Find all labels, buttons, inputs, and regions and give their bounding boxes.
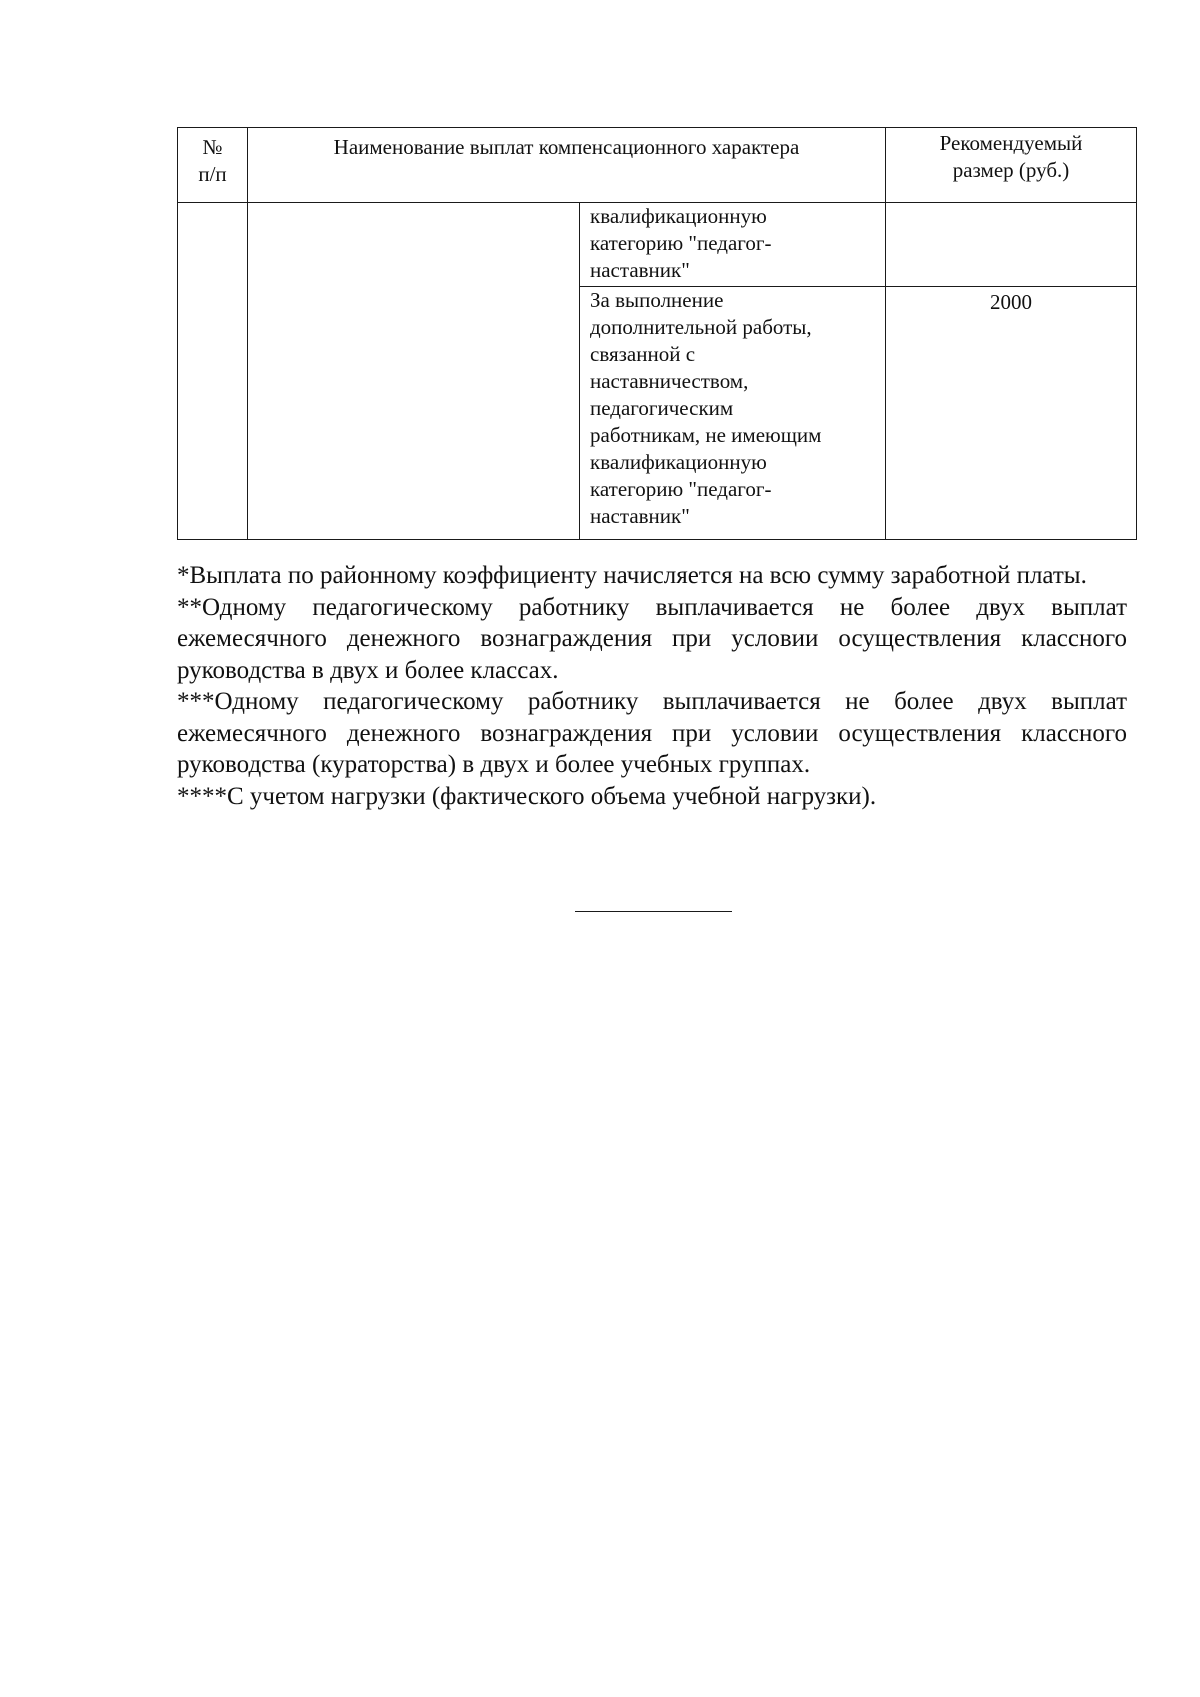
footnote-1: *Выплата по районному коэффициенту начисляется на всю сумму заработной платы. bbox=[177, 562, 1087, 589]
table-header-row bbox=[178, 128, 1137, 203]
row-amount: 2000 bbox=[886, 287, 1137, 540]
footnote-2: **Одному педагогическому работнику выплачивается не более двух выплат ежемесячного денежного вознаграждения при условии осуществления классного руководства в двух и более классах. bbox=[177, 593, 1127, 684]
footnotes bbox=[177, 560, 1127, 812]
compensation-payments-table bbox=[177, 127, 1137, 540]
row-category-cell bbox=[248, 203, 580, 540]
row-payment-text: квалификационную категорию "педагог- наставник" bbox=[580, 203, 886, 287]
footnote-4: ****С учетом нагрузки (фактического объема учебной нагрузки). bbox=[177, 782, 877, 810]
row-number-cell bbox=[178, 203, 248, 540]
header-number: № п/п bbox=[178, 128, 248, 203]
header-recommended-amount: Рекомендуемый размер (руб.) bbox=[886, 128, 1137, 203]
footnote-3: ***Одному педагогическому работнику выплачивается не более двух выплат ежемесячного денежного вознаграждения при условии осуществления классного руководства (кураторства) в двух и более учебных группах. bbox=[177, 688, 1127, 778]
row-amount bbox=[886, 203, 1137, 287]
end-divider-line bbox=[575, 911, 732, 912]
table-row bbox=[178, 203, 1137, 287]
header-payment-name: Наименование выплат компенсационного характера bbox=[248, 128, 886, 203]
row-payment-text: За выполнение дополнительной работы, связанной с наставничеством, педагогическим работникам, не имеющим квалификационную категорию "педагог- наставник" bbox=[580, 287, 886, 540]
